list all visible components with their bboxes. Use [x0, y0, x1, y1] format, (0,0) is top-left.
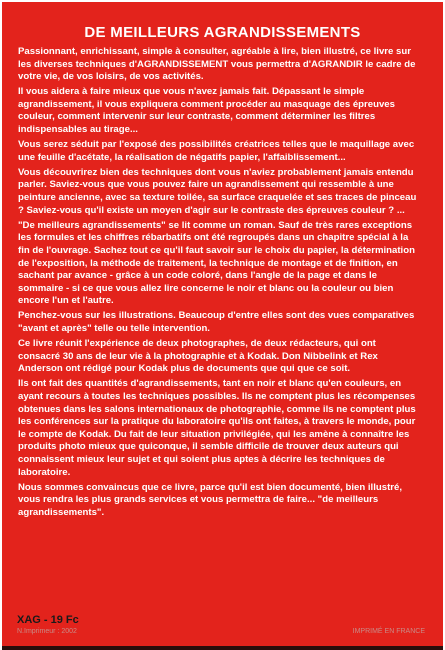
paragraph: Passionnant, enrichissant, simple à consulter, agréable à lire, bien illustré, ce livre sur les diverses techniques d'AGRANDISSEMENT vous permettra d'AGRANDIR le cadre de votre vie, de vos loisirs, de vos activités.: [18, 46, 416, 83]
paragraph: Ce livre réunit l'expérience de deux photographes, de deux rédacteurs, qui ont consacré 30 ans de leur vie à la photographie et à Kodak. Don Nibbelink et Rex Anderson ont rédigé pour Kodak plus de documents que qui que ce soit.: [18, 338, 378, 375]
price-code: XAG - 19 Fc: [17, 614, 79, 626]
paragraph: Vous serez séduit par l'exposé des possibilités créatrices telles que le maquillage avec une feuille d'acétate, la réalisation de négatifs papier, l'affaiblissement...: [18, 139, 415, 163]
paragraph: Penchez-vous sur les illustrations. Beaucoup d'entre elles sont des vues comparatives "avant et après" telle ou telle intervention.: [18, 310, 415, 334]
paragraph: "De meilleurs agrandissements" se lit comme un roman. Sauf de très rares exceptions les formules et les chiffres rébarbatifs ont été regroupés dans un chapitre spécial à la fin de l'ouvrage. Sachez tout ce qu'il faut savoir sur le choix du papier, la détermination de l'exposition, la méthode de traitement, la technique de montage et de finition, en sachant par avance - grâce à un code coloré, dans l'angle de la page et dans le sommaire - si ce que vous allez lire concerne le noir et blanc ou la couleur ou bien encore l'un et l'autre.: [18, 219, 415, 307]
printed-in-label: IMPRIMÉ EN FRANCE: [352, 628, 425, 635]
cover-title: DE MEILLEURS AGRANDISSEMENTS: [84, 24, 361, 41]
paragraph: Ils ont fait des quantités d'agrandissements, tant en noir et blanc qu'en couleurs, en ayant recours à toutes les techniques possibles. Ils ne comptent plus les récompenses obtenues dans les salons internationaux de photographie, comme ils ne comptent plus les conférences sur la pratique du laboratoire qu'ils ont faites, à travers le monde, pour le compte de Kodak. Du fait de leur situation privilégiée, qui les amène à connaître les produits photo mieux que quiconque, il semble difficile de trouver deux auteurs qui connaissent mieux leur sujet et qui soient plus aptes à décrire les techniques de laboratoire.: [18, 378, 416, 478]
paragraph: Il vous aidera à faire mieux que vous n'avez jamais fait. Dépassant le simple agrandissement, il vous expliquera comment procéder au masquage des épreuves couleur, comment intervenir sur leur contraste, comment déterminer les filtres indispensables au tirage...: [18, 86, 395, 136]
printer-number: N.Imprimeur : 2002: [17, 628, 77, 635]
paragraph: Vous découvrirez bien des techniques dont vous n'aviez probablement jamais entendu parler. Saviez-vous que vous pouvez faire un agrandissement qui ressemble à une peinture ancienne, avec sa texture toilée, sa surface craquelée et ses traces de pinceau ? Saviez-vous qu'il existe un moyen d'agir sur le contraste des épreuves couleur ? ...: [18, 166, 417, 216]
bottom-edge: [2, 646, 443, 650]
cover-body-text: [18, 46, 419, 522]
paragraph: Nous sommes convaincus que ce livre, parce qu'il est bien documenté, bien illustré, vous rendra les plus grands services et vous permettra de faire... "de meilleurs agrandissements".: [18, 481, 403, 518]
